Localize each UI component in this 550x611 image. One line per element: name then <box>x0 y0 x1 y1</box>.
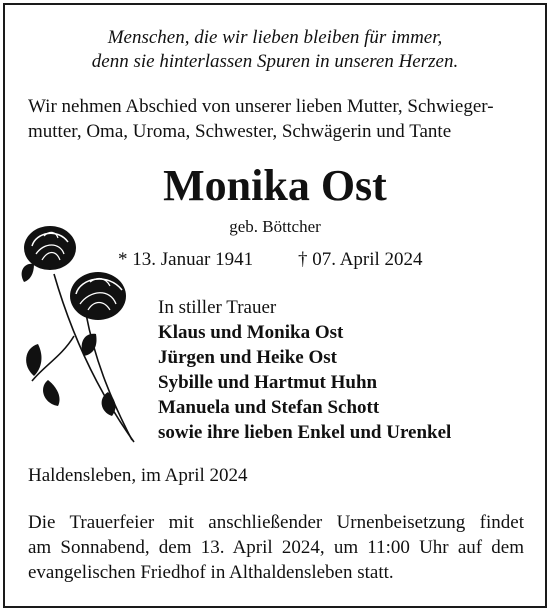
details-line-2: am Sonnabend, dem 13. April 2024, um 11:00 Uhr auf dem <box>28 537 524 558</box>
motto-quote <box>0 26 550 74</box>
mourners-block <box>158 295 451 445</box>
mourner-name: Klaus und Monika Ost <box>158 322 344 343</box>
mourner-name: Jürgen und Heike Ost <box>158 347 337 368</box>
motto-line-1: Menschen, die wir lieben bleiben für immer, <box>107 27 443 48</box>
intro-line-2: mutter, Oma, Uroma, Schwester, Schwägerin und Tante <box>28 121 452 142</box>
mourner-name: sowie ihre lieben Enkel und Urenkel <box>158 422 452 443</box>
place-and-date: Haldensleben, im April 2024 <box>28 465 248 486</box>
birth-date: * 13. Januar 1941 <box>118 249 254 270</box>
mourner-name: Manuela und Stefan Schott <box>158 397 380 418</box>
maiden-name: geb. Böttcher <box>229 217 321 236</box>
funeral-details <box>28 510 524 585</box>
farewell-intro <box>28 94 528 144</box>
deceased-name: Monika Ost <box>163 161 387 210</box>
motto-line-2: denn sie hinterlassen Spuren in unseren Herzen. <box>91 51 459 72</box>
intro-line-1: Wir nehmen Abschied von unserer lieben Mutter, Schwieger- <box>28 96 494 117</box>
mourner-name: Sybille und Hartmut Huhn <box>158 372 378 393</box>
death-date: † 07. April 2024 <box>298 249 423 270</box>
details-line-3: evangelischen Friedhof in Althaldensleben statt. <box>28 562 394 583</box>
mourners-heading: In stiller Trauer <box>158 297 277 318</box>
details-line-1: Die Trauerfeier mit anschließender Urnenbeisetzung findet <box>28 512 524 533</box>
